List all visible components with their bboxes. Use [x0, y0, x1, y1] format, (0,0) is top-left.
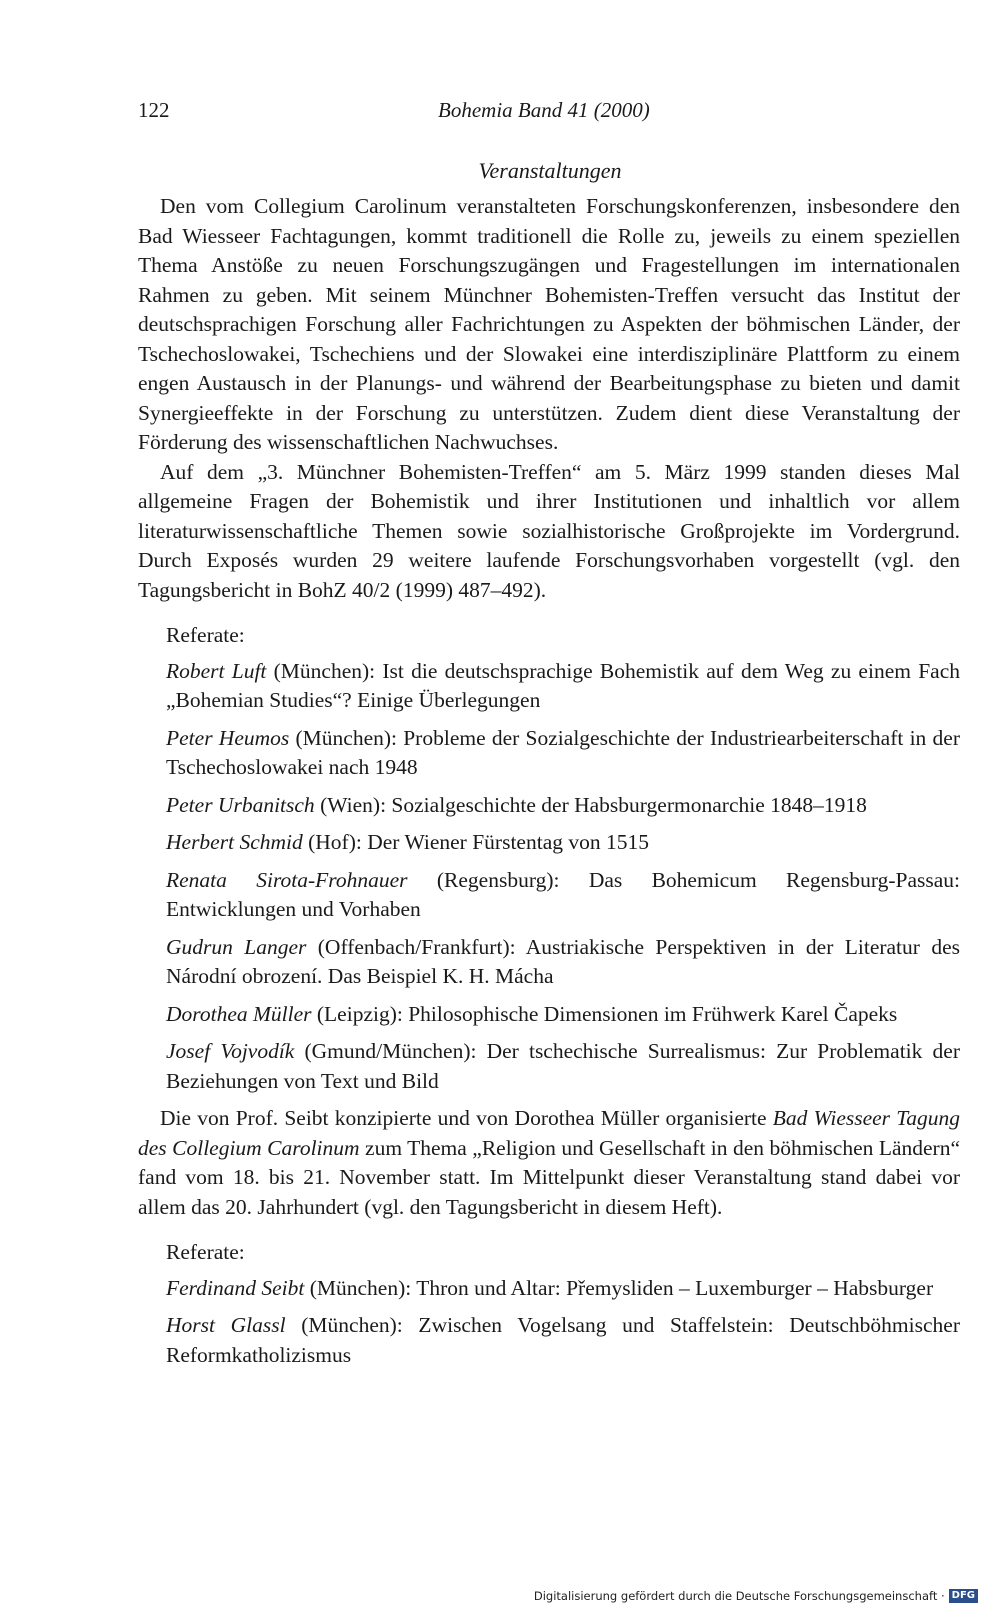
wiessee-text-end: zum Thema „Religion und Gesellschaft in den böhmischen Ländern“ fand vom 18. bis 21. November statt. Im Mittelpunkt dieser Veranstaltung stand dabei vor allem das 20. Jahrhundert (vgl. den Tagungsbericht in diesem Heft). [138, 1135, 961, 1219]
reference-title: (München): Ist die deutschsprachige Bohemistik auf dem Weg zu einem Fach „Bohemian Studies“? Einige Überlegungen [166, 658, 960, 712]
reference-title: (Gmund/München): Der tschechische Surrealismus: Zur Problematik der Beziehungen von Text und Bild [166, 1039, 960, 1093]
digitization-footer [534, 1589, 978, 1603]
reference-author: Herbert Schmid [166, 830, 303, 854]
section-title: Veranstaltungen [478, 158, 622, 183]
reference-title: (München): Thron und Altar: Přemysliden – Luxemburger – Habsburger [304, 1275, 934, 1300]
page-number: 122 [138, 98, 170, 122]
munich-paragraph: Auf dem „3. Münchner Bohemisten-Treffen“ am 5. März 1999 standen dieses Mal allgemeine Fragen der Bohemistik und ihrer Institutionen und inhaltlich vor allem literaturwissenschaftliche Themen sowie sozialhistorische Großprojekte im Vordergrund. Durch Exposés wurden 29 weitere laufende Forschungsvorhaben vorgestellt (vgl. den Tagungsbericht in BohZ 40/2 (1999) 487–492). [138, 459, 960, 602]
reference-item [166, 1000, 960, 1030]
reference-author: Renata Sirota-Frohnauer [166, 867, 408, 892]
intro-paragraph: Den vom Collegium Carolinum veranstalteten Forschungskonferenzen, insbesondere den Bad Wiesseer Fachtagungen, kommt traditionell die Rolle zu, jeweils zu einem speziellen Thema Anstöße zu neuen Forschungszugängen und Fragestellungen im internationalen Rahmen zu geben. Mit seinem Münchner Bohemisten-Treffen versucht das Institut der deutschsprachigen Forschung aller Fachrichtungen zu Aspekten der böhmischen Länder, der Tschechoslowakei, Tschechiens und der Slowakei eine interdisziplinäre Plattform zu einem engen Austausch in der Planungs- und während der Bearbeitungsphase zu bieten und damit Synergieeffekte in der Forschung zu unterstützen. Zudem dient diese Veranstaltung der Förderung des wissenschaftlichen Nachwuchses. [138, 194, 960, 454]
reference-title: (München): Zwischen Vogelsang und Staffelstein: Deutschböhmischer Reformkatholizismus [166, 1313, 960, 1367]
reference-title: (Offenbach/Frankfurt): Austriakische Perspektiven in der Literatur des Národní obrození. Das Beispiel K. H. Mácha [166, 934, 960, 988]
reference-item [166, 1274, 960, 1304]
reference-author: Robert Luft [166, 658, 267, 683]
wiessee-paragraph [138, 1104, 960, 1222]
reference-title: (München): Probleme der Sozialgeschichte der Industriearbeiterschaft in der Tschechoslowakei nach 1948 [166, 725, 960, 779]
reference-item [166, 1311, 960, 1370]
reference-item [166, 791, 960, 821]
reference-item [166, 828, 960, 858]
reference-item [166, 933, 960, 992]
reference-author: Peter Heumos [166, 725, 290, 750]
footer-text: Digitalisierung gefördert durch die Deutsche Forschungsgemeinschaft · [533, 1589, 945, 1603]
reference-author: Dorothea Müller [166, 1001, 312, 1026]
reference-author: Horst Glassl [166, 1313, 286, 1337]
reference-title: (Wien): Sozialgeschichte der Habsburgermonarchie 1848–1918 [314, 792, 867, 817]
page-header [138, 98, 958, 130]
reference-item [166, 866, 960, 925]
reference-author: Ferdinand Seibt [166, 1275, 305, 1300]
reference-item [166, 724, 960, 783]
reference-item [166, 1037, 960, 1096]
wiessee-text-start: Die von Prof. Seibt konzipierte und von Dorothea Müller organisierte [160, 1106, 773, 1130]
reference-title: (Regensburg): Das Bohemicum Regensburg-Passau: Entwicklungen und Vorhaben [166, 867, 960, 921]
body-text [138, 192, 960, 1378]
reference-author: Gudrun Langer [166, 934, 307, 959]
referate-heading-1: Referate: [166, 623, 245, 647]
reference-title: (Hof): Der Wiener Fürstentag von 1515 [302, 830, 649, 854]
reference-author: Peter Urbanitsch [166, 792, 315, 817]
referate-heading-2: Referate: [166, 1240, 245, 1264]
reference-author: Josef Vojvodík [166, 1039, 295, 1063]
reference-title: (Leipzig): Philosophische Dimensionen im Frühwerk Karel Čapeks [311, 1001, 898, 1026]
running-title: Bohemia Band 41 (2000) [438, 98, 650, 122]
wiessee-conference-title: Bad Wiesseer Tagung des Collegium Carolinum [138, 1106, 960, 1160]
reference-item [166, 657, 960, 716]
dfg-logo: DFG [949, 1589, 978, 1603]
